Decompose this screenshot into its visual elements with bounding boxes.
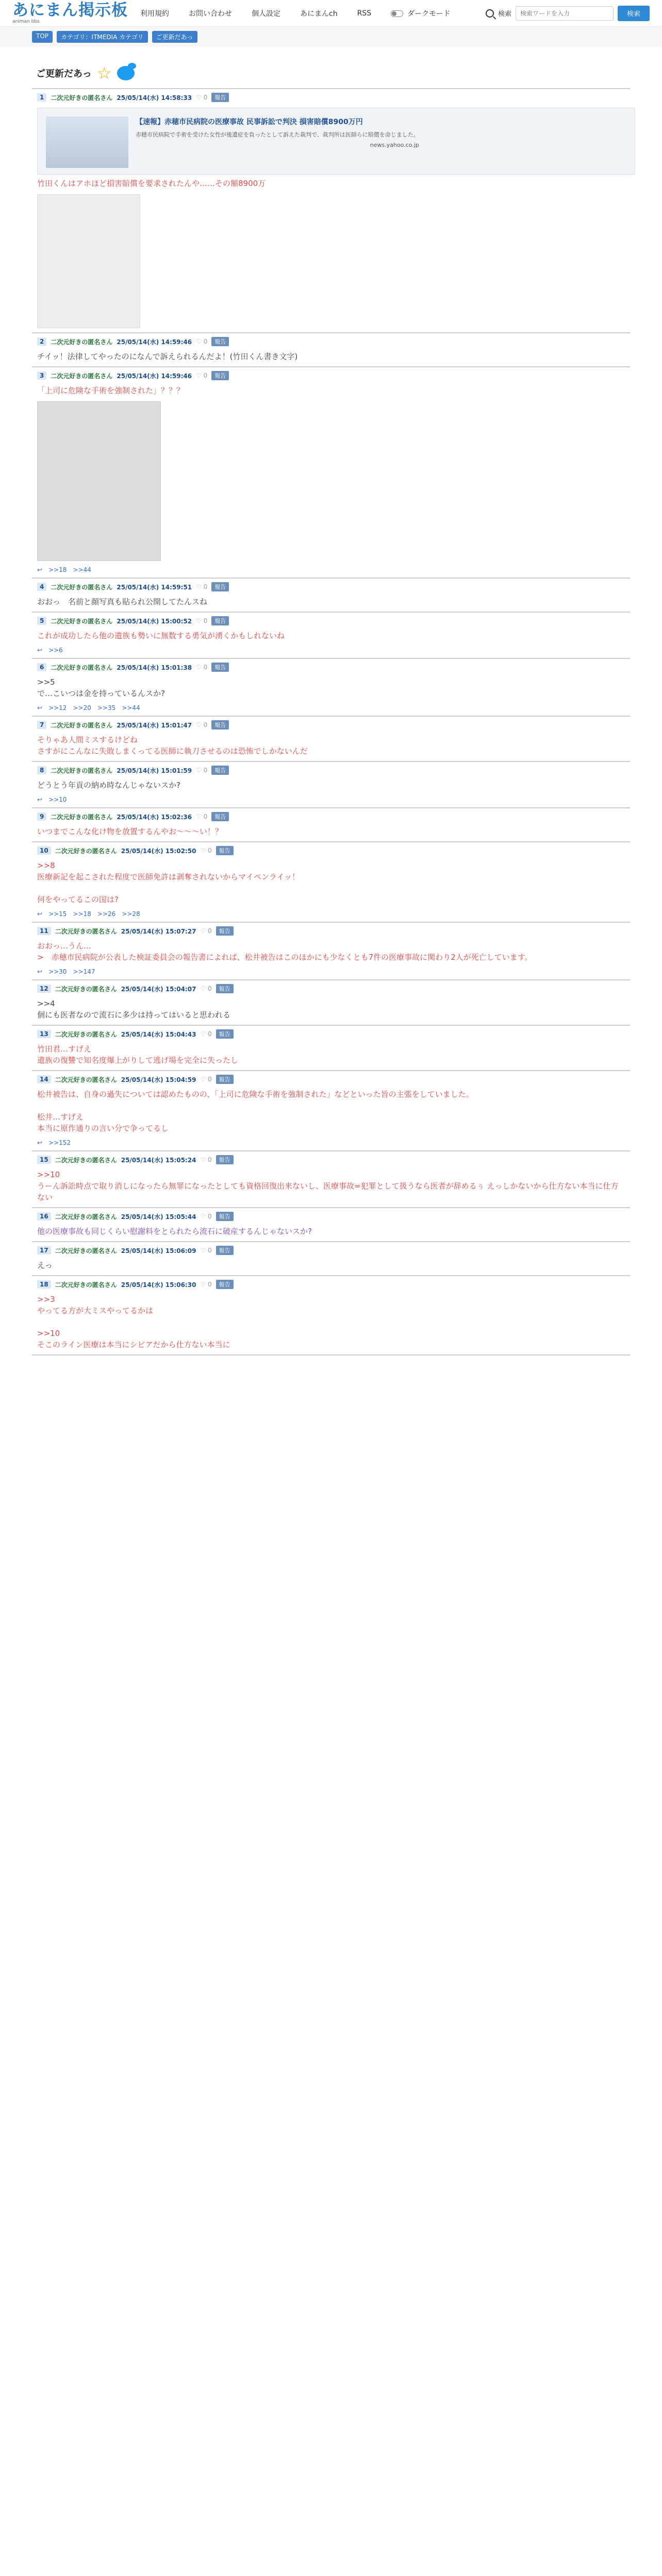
post-meta: 1 二次元好きの匿名さん 25/05/14(水) 14:58:33 ♡ 0 報告 [37, 91, 625, 104]
post-body: そりゃあ人間ミスするけどね さすがにこんなに失敗しまくってる医師に執刀させるのは恐怖でしかないんだ [37, 735, 308, 756]
link-card[interactable]: 【速報】赤穂市民病院の医療事故 民事訴訟で判決 損害賠償8900万円 赤穂市民病院で手術を受けた女性が後遺症を負ったとして訴えた裁判で、裁判所は医師らに賠償を命じました。 news.yahoo.co.jp [37, 108, 635, 175]
post-12: 12 二次元好きの匿名さん 25/05/14(水) 15:04:07 ♡ 0 報告 >>4 個にも医者なので流石に多少は持ってはいると思われる [32, 979, 630, 1025]
post-body: >>4 個にも医者なので流石に多少は持ってはいると思われる [37, 999, 231, 1020]
post-body: えっ [37, 1261, 53, 1270]
site-header [0, 0, 662, 27]
post-10: 10 二次元好きの匿名さん 25/05/14(水) 15:02:50 ♡ 0 報告 >>8 医療新記を起こされた程度で医師免許は剥奪されないからマイペンライッ！ 何をやってるこの国は? ↩ >>15 >>18 >>26 >>28 [32, 841, 630, 922]
post-17: 17 二次元好きの匿名さん 25/05/14(水) 15:06:09 ♡ 0 報告 えっ [32, 1241, 630, 1275]
favorite-star-icon[interactable]: ☆ [96, 63, 112, 83]
post-body: おおっ…うん… > 赤穂市民病院が公表した検証委員会の報告書によれば、松井被告はこのほかにも少なくとも7件の医療事故に関わり2人が死亡しています。 [37, 941, 533, 962]
post-18: 18 二次元好きの匿名さん 25/05/14(水) 15:06:30 ♡ 0 報告 >>3 やってる方が大ミスやってるかは >>10 そこのライン医療は本当にシビアだから仕方ない本当に [32, 1275, 630, 1354]
link-thumbnail [46, 116, 128, 168]
thread-header [32, 52, 630, 88]
search-icon [486, 9, 494, 18]
dark-mode-toggle[interactable]: ダークモード [391, 8, 450, 19]
crumb-category[interactable]: カテゴリ：ITMEDIA カテゴリ [57, 31, 148, 43]
post-body: チイッ！法律してやったのになんで訴えられるんだよ！(竹田くん書き文字) [37, 352, 298, 361]
post-body: どうとう年貢の納め時なんじゃないスか? [37, 781, 180, 790]
post-body: >>5 で…こいつは金を持っているんスか? [37, 677, 165, 698]
search-input[interactable] [516, 6, 614, 21]
post-body: 松井被告は、自身の過失については認めたものの、「上司に危険な手術を強制された」などといった旨の主張をしていました。 松井…すげえ 本当に原作通りの言い分で争ってるし [37, 1090, 474, 1133]
post-3: 3 二次元好きの匿名さん 25/05/14(水) 14:59:46 ♡ 0 報告 「上司に危険な手術を強制された」？？？ ↩ >>18 >>44 [32, 366, 630, 578]
top-nav [140, 8, 451, 19]
post-body: >>8 医療新記を起こされた程度で医師免許は剥奪されないからマイペンライッ！ 何をやってるこの国は? [37, 861, 300, 904]
post-body: >>10 うーん訴訟時点で取り消しになったら無罪になったとしても資格回復出来ないし、医療事故=犯罪として扱うなら医者が辞めるぅ えっしかないから仕方ない本当に仕方ない [37, 1170, 619, 1202]
post-5: 5 二次元好きの匿名さん 25/05/14(水) 15:00:52 ♡ 0 報告 これが成功したら他の遺族も勢いに無数する勇気が湧くかもしれないね ↩ >>6 [32, 612, 630, 658]
search-area: 検索 検索ワードを入力 検索 [486, 6, 650, 21]
like-icon[interactable]: ♡ 0 [196, 94, 208, 101]
post-4: 4 二次元好きの匿名さん 25/05/14(水) 14:59:51 ♡ 0 報告 おおっ 名前と顔写真も貼られ公開してたんスね [32, 578, 630, 612]
image-manga-panel[interactable] [37, 194, 140, 328]
crumb-thread[interactable]: ご更新だあっ [152, 31, 197, 43]
post-6: 6 二次元好きの匿名さん 25/05/14(水) 15:01:38 ♡ 0 報告 >>5 で…こいつは金を持っているんスか? ↩ >>12 >>20 >>35 >>44 [32, 658, 630, 716]
site-logo[interactable]: あにまん掲示板 animan bbs [12, 1, 128, 24]
post-body: 竹田くんはアホほど損害賠償を要求されたんや……その額8900万 [37, 179, 266, 188]
post-body: 「上司に危険な手術を強制された」？？？ [37, 386, 185, 395]
post-14: 14 二次元好きの匿名さん 25/05/14(水) 15:04:59 ♡ 0 報告 松井被告は、自身の過失については認めたものの、「上司に危険な手術を強制された」などといった旨の主張をしていました。 松井…すげえ 本当に原作通りの言い分で争ってるし ↩ >>152 [32, 1070, 630, 1150]
post-body: 他の医療事故も同じくらい慰謝料をとられたら流石に破産するんじゃないスか? [37, 1227, 312, 1236]
nav-settings[interactable]: 個人設定 [252, 9, 280, 18]
post-body: いつまでこんな化け物を放置するんやお〜〜〜い！？ [37, 827, 223, 836]
post-body: 竹田君…すげえ 遺族の復讐で知名度爆上がりして逃げ場を完全に失ったし [37, 1044, 239, 1065]
post-9: 9 二次元好きの匿名さん 25/05/14(水) 15:02:36 ♡ 0 報告 いつまでこんな化け物を放置するんやお〜〜〜い！？ [32, 807, 630, 841]
post-body: おおっ 名前と顔写真も貼られ公開してたんスね [37, 597, 208, 606]
nav-rss[interactable]: RSS [357, 9, 372, 18]
post-body: これが成功したら他の遺族も勢いに無数する勇気が湧くかもしれないね [37, 631, 285, 640]
post-2: 2 二次元好きの匿名さん 25/05/14(水) 14:59:46 ♡ 0 報告 チイッ！法律してやったのになんで訴えられるんだよ！(竹田くん書き文字) [32, 332, 630, 366]
reply-links[interactable]: ↩ >>18 >>44 [37, 566, 91, 573]
crumb-top[interactable]: TOP [32, 31, 53, 43]
post-1 [32, 88, 630, 332]
post-7: 7 二次元好きの匿名さん 25/05/14(水) 15:01:47 ♡ 0 報告 そりゃあ人間ミスするけどね さすがにこんなに失敗しまくってる医師に執刀させるのは恐怖でしかないんだ [32, 716, 630, 761]
toggle-icon [391, 10, 403, 17]
post-16: 16 二次元好きの匿名さん 25/05/14(水) 15:05:44 ♡ 0 報告 他の医療事故も同じくらい慰謝料をとられたら流石に破産するんじゃないスか? [32, 1207, 630, 1241]
post-11: 11 二次元好きの匿名さん 25/05/14(水) 15:07:27 ♡ 0 報告 おおっ…うん… > 赤穂市民病院が公表した検証委員会の報告書によれば、松井被告はこのほかにも少なくとも7件の医療事故に関わり2人が死亡しています。 ↩ >>30 >>147 [32, 922, 630, 979]
post-more-placeholder [32, 1354, 630, 2282]
nav-terms[interactable]: 利用規約 [140, 9, 169, 18]
image-manga-panel[interactable] [37, 401, 161, 561]
nav-animanch[interactable]: あにまんch [300, 9, 338, 18]
page-title: ご更新だあっ [36, 69, 92, 79]
breadcrumb [0, 27, 662, 47]
report-button[interactable]: 報告 [211, 93, 229, 102]
search-button[interactable]: 検索 [618, 6, 650, 21]
twitter-icon[interactable] [117, 66, 135, 80]
nav-contact[interactable]: お問い合わせ [189, 9, 232, 18]
post-body: >>3 やってる方が大ミスやってるかは >>10 そこのライン医療は本当にシビアだから仕方ない本当に [37, 1295, 230, 1349]
post-8: 8 二次元好きの匿名さん 25/05/14(水) 15:01:59 ♡ 0 報告 どうとう年貢の納め時なんじゃないスか? ↩ >>10 [32, 761, 630, 807]
post-15: 15 二次元好きの匿名さん 25/05/14(水) 15:05:24 ♡ 0 報告 >>10 うーん訴訟時点で取り消しになったら無罪になったとしても資格回復出来ないし、医療事故=犯罪として扱うなら医者が辞めるぅ えっしかないから仕方ない本当に仕方ない [32, 1150, 630, 1207]
post-13: 13 二次元好きの匿名さん 25/05/14(水) 15:04:43 ♡ 0 報告 竹田君…すげえ 遺族の復讐で知名度爆上がりして逃げ場を完全に失ったし [32, 1025, 630, 1070]
